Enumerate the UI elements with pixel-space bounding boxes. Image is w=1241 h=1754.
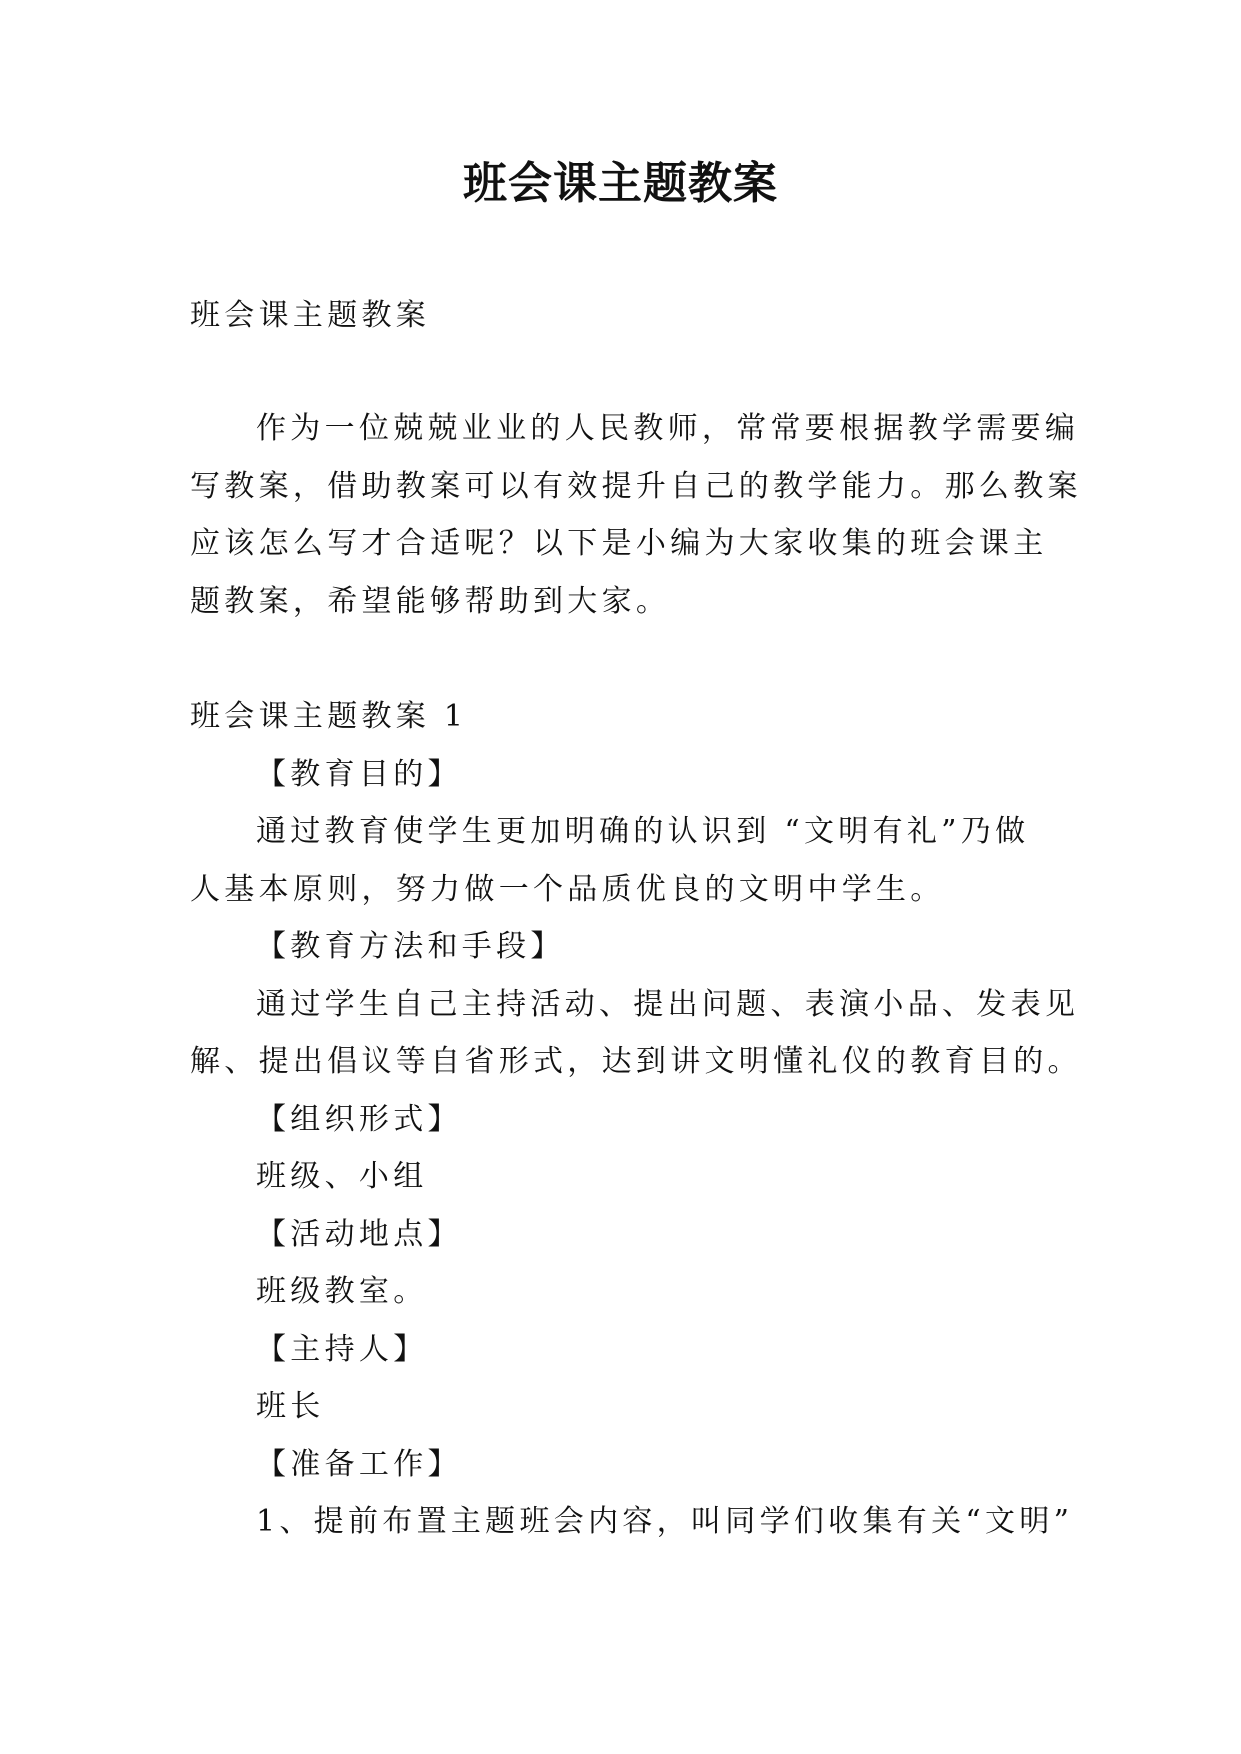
- form-text: 班级、小组: [256, 1159, 428, 1194]
- document-title: 班会课主题教案: [463, 158, 778, 209]
- prep-line-1: 1、提前布置主题班会内容，叫同学们收集有关“文明”: [256, 1504, 1074, 1539]
- document-subtitle: 班会课主题教案: [190, 298, 431, 333]
- host-heading: 【主持人】: [256, 1332, 428, 1367]
- place-heading: 【活动地点】: [256, 1217, 462, 1252]
- intro-line-4: 题教案，希望能够帮助到大家。: [190, 584, 671, 619]
- method-line-1: 通过学生自己主持活动、提出问题、表演小品、发表见: [256, 987, 1080, 1022]
- goal-line-2: 人基本原则，努力做一个品质优良的文明中学生。: [190, 872, 945, 907]
- method-heading: 【教育方法和手段】: [256, 929, 565, 964]
- host-text: 班长: [256, 1389, 325, 1424]
- goal-heading: 【教育目的】: [256, 757, 462, 792]
- prep-heading: 【准备工作】: [256, 1447, 462, 1482]
- place-text: 班级教室。: [256, 1274, 428, 1309]
- method-line-2: 解、提出倡议等自省形式，达到讲文明懂礼仪的教育目的。: [190, 1044, 1082, 1079]
- intro-line-3: 应该怎么写才合适呢？以下是小编为大家收集的班会课主: [190, 526, 1048, 561]
- form-heading: 【组织形式】: [256, 1102, 462, 1137]
- section-heading: 班会课主题教案 1: [190, 699, 468, 734]
- goal-line-1: 通过教育使学生更加明确的认识到 “文明有礼”乃做: [256, 814, 1030, 849]
- intro-line-2: 写教案，借助教案可以有效提升自己的教学能力。那么教案: [190, 469, 1082, 504]
- intro-line-1: 作为一位兢兢业业的人民教师，常常要根据教学需要编: [256, 411, 1080, 446]
